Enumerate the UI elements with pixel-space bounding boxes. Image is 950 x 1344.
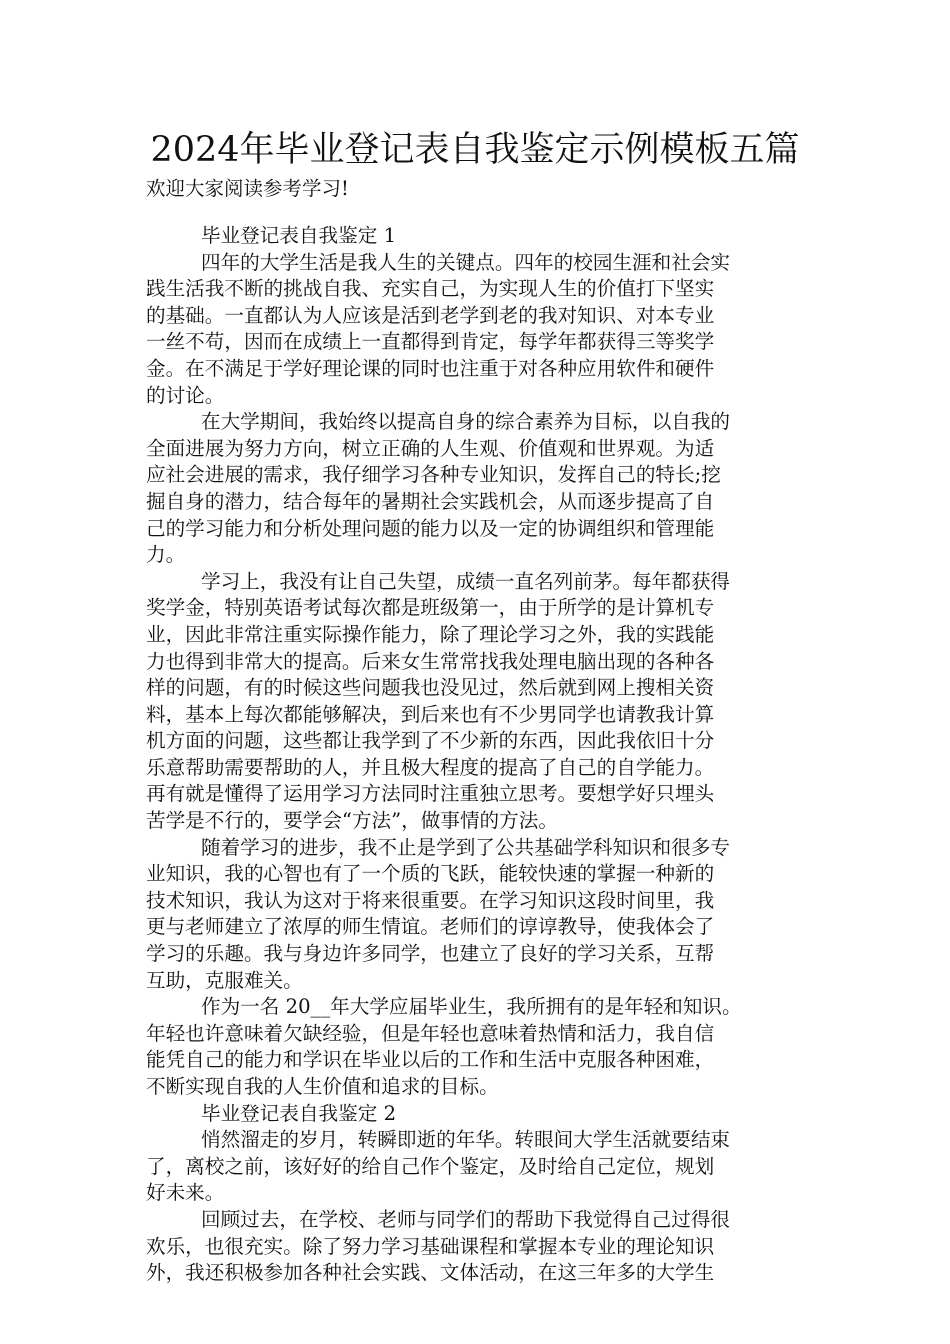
text-line: 学习上，我没有让自己失望，成绩一直名列前茅。每年都获得 [201, 569, 731, 593]
text-line: 业知识，我的心智也有了一个质的飞跃，能较快速的掌握一种新的 [146, 862, 715, 886]
text-line: 学习的乐趣。我与身边许多同学，也建立了良好的学习关系，互帮 [146, 942, 715, 966]
text-line: 的基础。一直都认为人应该是活到老学到老的我对知识、对本专业 [146, 303, 715, 327]
text-line: 业，因此非常注重实际操作能力，除了理论学习之外，我的实践能 [146, 622, 715, 646]
text-line: 再有就是懂得了运用学习方法同时注重独立思考。要想学好只埋头 [146, 782, 715, 806]
text-line: 一丝不苟，因而在成绩上一直都得到肯定，每学年都获得三等奖学 [146, 330, 715, 354]
text-line: 奖学金，特别英语考试每次都是班级第一，由于所学的是计算机专 [146, 596, 715, 620]
text-line: 毕业登记表自我鉴定 2 [201, 1101, 397, 1125]
text-line: 乐意帮助需要帮助的人，并且极大程度的提高了自己的自学能力。 [146, 755, 715, 779]
text-line: 掘自身的潜力，结合每年的暑期社会实践机会，从而逐步提高了自 [146, 489, 715, 513]
text-line: 样的问题，有的时候这些问题我也没见过，然后就到网上搜相关资 [146, 676, 715, 700]
text-line: 随着学习的进步，我不止是学到了公共基础学科知识和很多专 [201, 835, 731, 859]
document-title: 2024年毕业登记表自我鉴定示例模板五篇 [150, 130, 800, 170]
document-body [146, 223, 826, 1287]
text-line: 应社会进展的需求，我仔细学习各种专业知识，发挥自己的特长;挖 [146, 463, 721, 487]
text-line: 技术知识，我认为这对于将来很重要。在学习知识这段时间里，我 [146, 888, 715, 912]
text-line: 四年的大学生活是我人生的关键点。四年的校园生涯和社会实 [201, 250, 731, 274]
text-line: 外，我还积极参加各种社会实践、文体活动，在这三年多的大学生 [146, 1261, 715, 1285]
text-line: 欢乐，也很充实。除了努力学习基础课程和掌握本专业的理论知识 [146, 1234, 715, 1258]
intro-text: 欢迎大家阅读参考学习! [146, 177, 349, 200]
text-line: 全面进展为努力方向，树立正确的人生观、价值观和世界观。为适 [146, 436, 715, 460]
text-line: 机方面的问题，这些都让我学到了不少新的东西，因此我依旧十分 [146, 729, 715, 753]
text-line: 能凭自己的能力和学识在毕业以后的工作和生活中克服各种困难， [146, 1048, 715, 1072]
text-line: 料，基本上每次都能够解决，到后来也有不少男同学也请教我计算 [146, 702, 715, 726]
text-line: 不断实现自我的人生价值和追求的目标。 [146, 1075, 499, 1098]
text-line: 的讨论。 [146, 383, 225, 407]
text-line: 苦学是不行的，要学会“方法”，做事情的方法。 [146, 809, 558, 833]
text-line: 好未来。 [146, 1181, 225, 1205]
text-line: 己的学习能力和分析处理问题的能力以及一定的协调组织和管理能 [146, 516, 715, 540]
text-line: 力。 [146, 543, 186, 567]
text-line: 年轻也许意味着欠缺经验，但是年轻也意味着热情和活力，我自信 [146, 1021, 715, 1045]
text-line: 金。在不满足于学好理论课的同时也注重于对各种应用软件和硬件 [146, 356, 715, 380]
text-line: 毕业登记表自我鉴定 1 [201, 224, 397, 247]
text-line: 力也得到非常大的提高。后来女生常常找我处理电脑出现的各种各 [146, 649, 715, 673]
text-line: 作为一名 20__年大学应届毕业生，我所拥有的是年轻和知识。 [201, 995, 742, 1019]
text-line: 践生活我不断的挑战自我、充实自己，为实现人生的价值打下坚实 [146, 277, 715, 301]
text-line: 在大学期间，我始终以提高自身的综合素养为目标，以自我的 [201, 410, 731, 434]
text-line: 更与老师建立了浓厚的师生情谊。老师们的谆谆教导，使我体会了 [146, 915, 715, 939]
text-line: 互助，克服难关。 [146, 968, 303, 992]
text-line: 回顾过去，在学校、老师与同学们的帮助下我觉得自己过得很 [201, 1207, 731, 1231]
text-line: 悄然溜走的岁月，转瞬即逝的年华。转眼间大学生活就要结束 [201, 1128, 731, 1152]
text-line: 了，离校之前，该好好的给自己作个鉴定，及时给自己定位，规划 [146, 1154, 715, 1178]
